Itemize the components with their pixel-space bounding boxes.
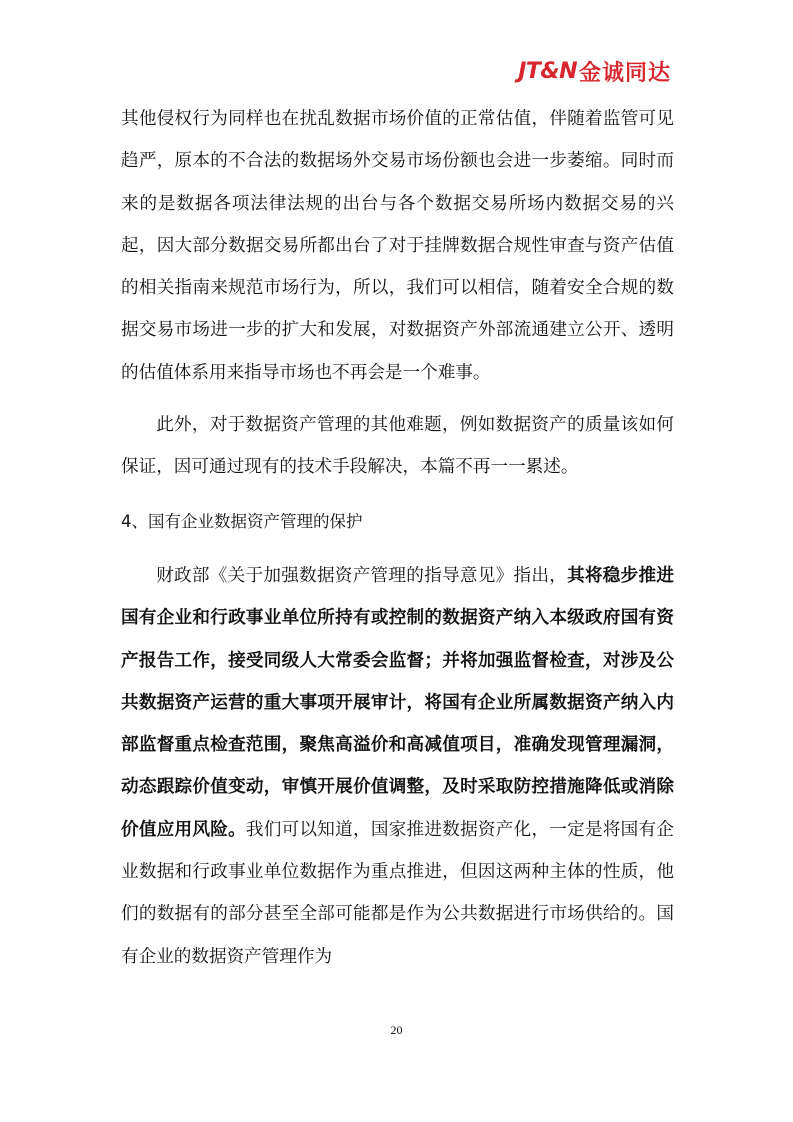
document-body	[121, 98, 674, 978]
paragraph-other-issues: 此外，对于数据资产管理的其他难题，例如数据资产的质量该如何保证，因可通过现有的技术手段解决，本篇不再一一累述。	[121, 415, 674, 478]
paragraph-lead-text: 财政部《关于加强数据资产管理的指导意见》指出，	[156, 565, 568, 586]
paragraph-continued: 其他侵权行为同样也在扰乱数据市场价值的正常估值，伴随着监管可见趋严，原本的不合法的数据场外交易市场份额也会进一步萎缩。同时而来的是数据各项法律法规的出台与各个数据交易所场内数据交易的兴起，因大部分数据交易所都出台了对于挂牌数据合规性审查与资产估值的相关指南来规范市场行为，所以，我们可以相信，随着安全合规的数据交易市场进一步的扩大和发展，对数据资产外部流通建立公开、透明的估值体系用来指导市场也不再会是一个难事。	[121, 109, 674, 383]
paragraph-soe-protection	[121, 555, 674, 978]
paragraph-tail-text: 我们可以知道，国家推进数据资产化，一定是将国有企业数据和行政事业单位数据作为重点推进，但因这两种主体的性质，他们的数据有的部分甚至全部可能都是作为公共数据进行市场供给的。国有企业的数据资产管理作为	[121, 819, 674, 967]
paragraph-bold-quote: 其将稳步推进国有企业和行政事业单位所持有或控制的数据资产纳入本级政府国有资产报告工作，接受同级人大常委会监督；并将加强监督检查，对涉及公共数据资产运营的重大事项开展审计，将国有企业所属数据资产纳入内部监督重点检查范围，聚焦高溢价和高减值项目，准确发现管理漏洞，动态跟踪价值变动，审慎开展价值调整，及时采取防控措施降低或消除价值应用风险。	[121, 564, 674, 840]
logo-mark: JT&N	[518, 59, 577, 84]
section-heading-4: 4、国有企业数据资产管理的保护	[121, 511, 363, 531]
page-number: 20	[390, 1023, 403, 1037]
logo-chinese-name: 金诚同达	[578, 61, 671, 86]
company-logo	[518, 56, 671, 87]
